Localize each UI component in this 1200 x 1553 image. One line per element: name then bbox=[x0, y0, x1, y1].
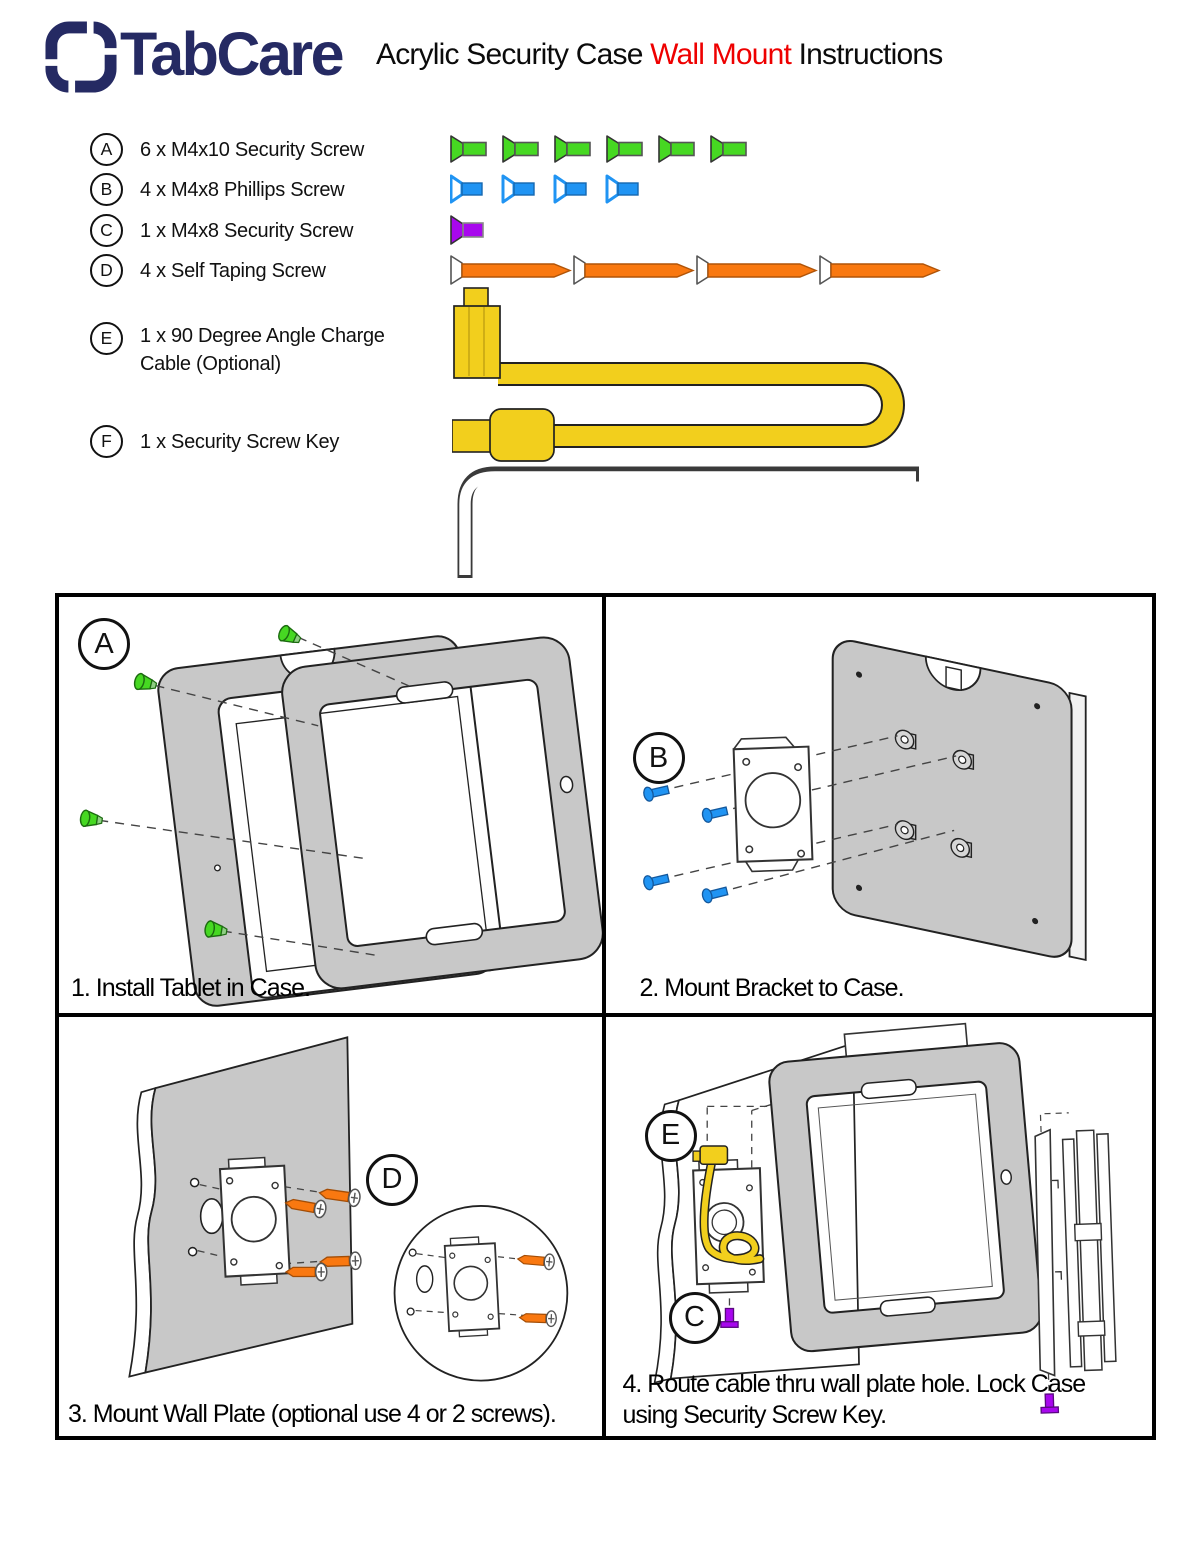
part-label-b: 4 x M4x8 Phillips Screw bbox=[140, 178, 345, 201]
security-screw-key-icon bbox=[435, 456, 935, 586]
part-row-c bbox=[90, 214, 353, 247]
part-row-b bbox=[90, 173, 344, 206]
part-badge-c: C bbox=[90, 214, 123, 247]
part-label-f: 1 x Security Screw Key bbox=[140, 430, 340, 453]
step-caption-1: 1. Install Tablet in Case. bbox=[71, 973, 310, 1002]
panel-step-2 bbox=[606, 597, 1153, 1017]
step-caption-3: 3. Mount Wall Plate (optional use 4 or 2 screws). bbox=[68, 1400, 556, 1428]
step-badge-e: E bbox=[645, 1110, 697, 1162]
tabcare-logo-icon bbox=[44, 20, 118, 94]
part-label-d: 4 x Self Taping Screw bbox=[140, 259, 326, 282]
case-assembly bbox=[765, 1019, 1042, 1353]
step-caption-4: 4. Route cable thru wall plate hole. Lock Case using Security Screw Key. bbox=[622, 1370, 1086, 1429]
title-highlight: Wall Mount bbox=[650, 38, 792, 71]
part-label-a: 6 x M4x10 Security Screw bbox=[140, 138, 364, 161]
step-badge-c: C bbox=[669, 1292, 721, 1344]
part-row-e bbox=[90, 322, 436, 378]
part-row-f bbox=[90, 425, 339, 458]
step-badge-a: A bbox=[78, 618, 130, 670]
part-badge-b: B bbox=[90, 173, 123, 206]
panel-step-1 bbox=[59, 597, 606, 1017]
security-screw-green-icons bbox=[450, 133, 770, 165]
case-back-plate bbox=[832, 637, 1085, 964]
part-row-d bbox=[90, 254, 326, 287]
security-screw-purple-icon bbox=[450, 213, 510, 247]
right-angle-charge-cable-icon bbox=[452, 286, 952, 464]
diagram-install-tablet bbox=[59, 597, 602, 1013]
title-prefix: Acrylic Security Case bbox=[376, 38, 651, 71]
vesa-bracket bbox=[733, 737, 813, 872]
diagram-mount-wall-plate bbox=[59, 1017, 602, 1437]
phillips-screw-blue-icons bbox=[450, 173, 670, 205]
part-badge-e: E bbox=[90, 322, 123, 355]
page-title bbox=[376, 40, 942, 70]
brand-name: TabCare bbox=[120, 20, 343, 88]
part-badge-d: D bbox=[90, 254, 123, 287]
part-row-a bbox=[90, 133, 364, 166]
wall-plate bbox=[219, 1156, 290, 1285]
part-badge-a: A bbox=[90, 133, 123, 166]
phillips-screw-icons bbox=[642, 783, 728, 904]
self-tapping-screw-orange-icons bbox=[450, 253, 945, 287]
side-view-detail bbox=[1030, 1111, 1117, 1413]
part-label-c: 1 x M4x8 Security Screw bbox=[140, 219, 354, 242]
diagram-mount-bracket bbox=[606, 597, 1153, 1013]
step-badge-b: B bbox=[633, 732, 685, 784]
panel-step-3 bbox=[59, 1017, 606, 1437]
instruction-grid bbox=[55, 593, 1156, 1440]
panel-step-4 bbox=[606, 1017, 1153, 1437]
wall-cable-hole bbox=[201, 1198, 223, 1233]
step-caption-2: 2. Mount Bracket to Case. bbox=[639, 973, 904, 1002]
part-badge-f: F bbox=[90, 425, 123, 458]
step-badge-d: D bbox=[366, 1154, 418, 1206]
part-label-e: 1 x 90 Degree Angle Charge Cable (Optional) bbox=[140, 325, 385, 375]
logo-notch bbox=[87, 20, 94, 35]
title-suffix: Instructions bbox=[791, 38, 943, 71]
